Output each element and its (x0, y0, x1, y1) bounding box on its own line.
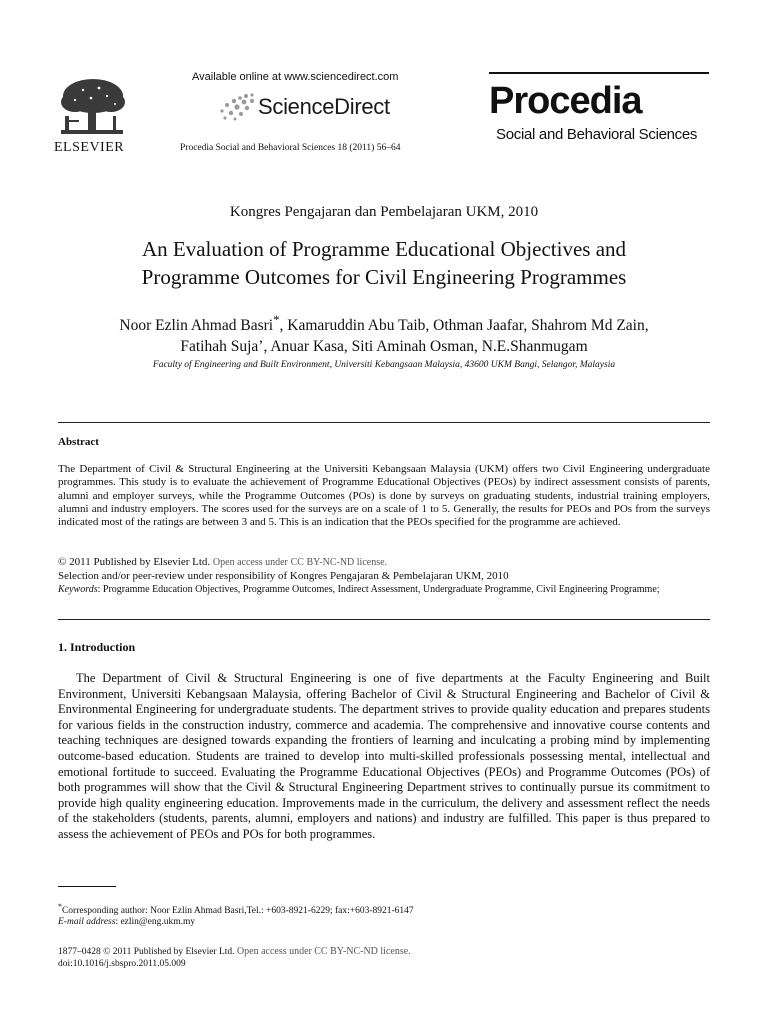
affiliation: Faculty of Engineering and Built Environment, Universiti Kebangsaan Malaysia, 43600 UKM Bangi, Selangor, Malaysia (152, 360, 616, 370)
email-label: E-mail address (58, 917, 116, 927)
bottom-license-link[interactable]: CC BY-NC-ND license. (314, 946, 411, 957)
keywords-text: : Programme Education Objectives, Programme Outcomes, Indirect Assessment, Undergraduate Programme, Civil Engineering Programme; (97, 584, 660, 595)
title-line-2: Programme Outcomes for Civil Engineering Programmes (141, 265, 627, 289)
abstract-bottom-rule (58, 619, 710, 620)
available-online-text: Available online at www.sciencedirect.com (192, 71, 399, 83)
issn-text: 1877–0428 © 2011 Published by Elsevier Ltd. (58, 947, 235, 957)
authors-line-1 (40, 309, 728, 336)
keywords-label: Keywords (58, 584, 98, 595)
section-heading-introduction: 1. Introduction (58, 640, 136, 654)
issn-line (58, 946, 411, 957)
corresponding-author-footnote (58, 902, 414, 916)
sciencedirect-dots-icon (216, 92, 260, 122)
sciencedirect-wordmark: ScienceDirect (258, 94, 390, 119)
copyright-text: © 2011 Published by Elsevier Ltd. (58, 556, 211, 568)
abstract-top-rule (58, 422, 710, 423)
keywords-line (58, 583, 710, 596)
footnote-rule (58, 886, 116, 887)
procedia-subtitle: Social and Behavioral Sciences (496, 126, 698, 143)
procedia-top-rule (489, 72, 709, 74)
email-address[interactable]: : ezlin@eng.ukm.my (115, 917, 196, 927)
congress-name: Kongres Pengajaran dan Pembelajaran UKM, 2010 (229, 204, 539, 220)
author-list (40, 309, 728, 357)
abstract-body: The Department of Civil & Structural Engineering at the Universiti Kebangsaan Malaysia (UKM) offers two Civil Engineering undergraduate programmes. This study is to evaluate the achievement of Programme Educational Objectives (PEOs) by indirect assessment consists of parents, alumni and employer surveys, while the Programme Outcomes (POs) is done by surveys on graduating students, industrial training employers, alumni and industry employers. The scores used for the surveys are on a scale of 1 to 5. Generally, the results for PEOs and POs from the surveys indicated most of the ratings are between 3 and 5. This is an indication that the PEOs specified for the programme are achieved. (58, 463, 710, 529)
open-access-text: Open access under (212, 557, 288, 568)
introduction-body: The Department of Civil & Structural Engineering is one of five departments at the Faculty Engineering and Built Environment, Universiti Kebangsaan Malaysia, offering Bachelor of Civil & Structural Engineering and Bachelor of Civil & Environmental Engineering for undergraduate students. The department strives to provide quality education and prepares students for various fields in the construction industry, commerce and academia. The comprehensive and innovative course contents and teaching techniques are designed towards expanding the frontiers of learning and inculcating a probing mind by implementing outcome-based education. Students are trained to develop into multi-skilled professionals possessing mental, intellectual and emotional fortitude to succeed. Evaluating the Programme Educational Objectives (PEOs) and Programme Outcomes (POs) of both programmes will show that the Civil & Structural Engineering Department strives to continually pursue its commitment to provide high quality engineering education. Improvements made in the curriculum, the delivery and assessment reflect the needs of the stakeholders (students, parents, alumni, employers and nations) and industry are fulfilled. This paper is thus prepared to assess the achievement of PEOs and POs for both programmes. (58, 671, 710, 841)
journal-citation: Procedia Social and Behavioral Sciences 18 (2011) 56–64 (180, 143, 401, 153)
doi-line[interactable]: doi:10.1016/j.sbspro.2011.05.009 (58, 959, 186, 969)
elsevier-tree-logo-icon (55, 76, 129, 138)
procedia-wordmark: Procedia (489, 80, 642, 122)
copyright-line (58, 556, 710, 569)
bottom-open-access-text: Open access under (236, 946, 312, 957)
title-line-1: An Evaluation of Programme Educational Objectives and (141, 237, 627, 261)
footnote-star-marker: * (58, 902, 62, 911)
email-footnote (58, 917, 195, 927)
elsevier-wordmark: ELSEVIER (54, 140, 125, 155)
abstract-heading: Abstract (58, 436, 99, 448)
paper-title (40, 235, 728, 291)
author-star-marker: * (273, 312, 280, 327)
authors-line-2: Fatihah Suja’, Anuar Kasa, Siti Aminah Osman, N.E.Shanmugam (180, 338, 588, 356)
license-link[interactable]: CC BY-NC-ND license. (290, 557, 388, 568)
author-corresponding: Noor Ezlin Ahmad Basri (119, 317, 274, 335)
authors-rest: , Kamaruddin Abu Taib, Othman Jaafar, Shahrom Md Zain, (279, 317, 649, 335)
sciencedirect-logo (216, 92, 416, 122)
corresponding-author-text: Corresponding author: Noor Ezlin Ahmad Basri,Tel.: +603-8921-6229; fax:+603-8921-6147 (61, 906, 414, 917)
peer-review-line: Selection and/or peer-review under responsibility of Kongres Pengajaran & Pembelajaran UKM, 2010 (58, 570, 509, 582)
